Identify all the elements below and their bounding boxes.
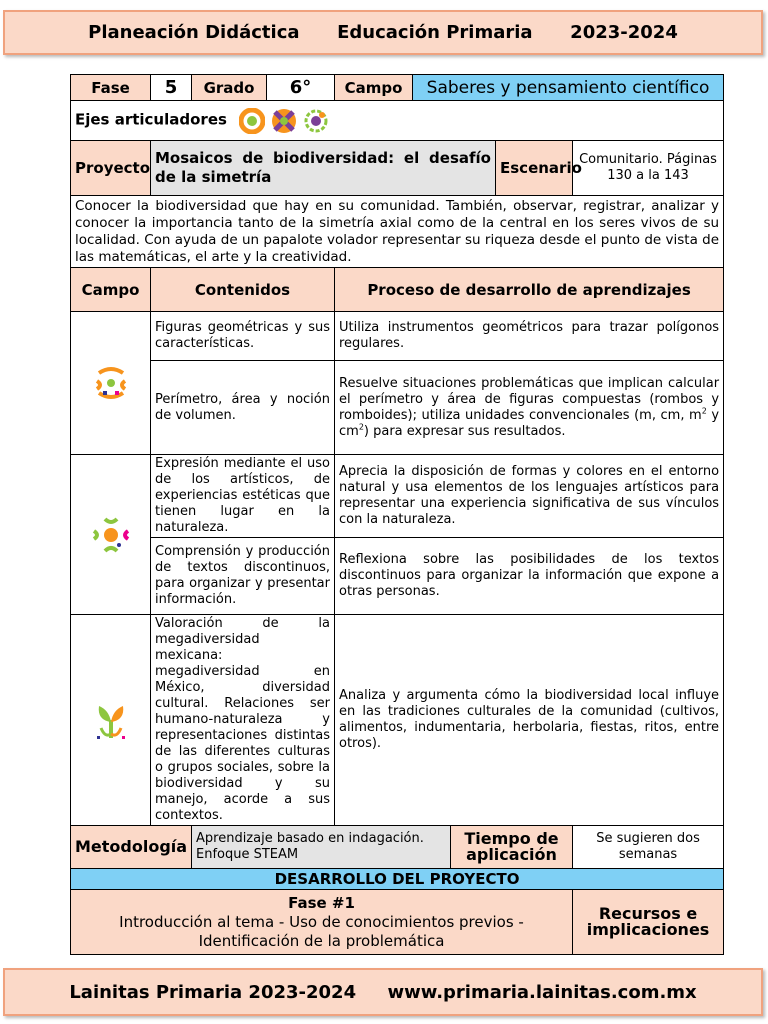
proceso-5: Analiza y argumenta cómo la biodiversidad local influye en las tradiciones culturales de la comunidad (cultivos, alimentos, indumentaria, herbolaria, fiestas, ritos, entre otros).	[335, 615, 724, 826]
proceso-1: Utiliza instrumentos geométricos para trazar polígonos regulares.	[335, 312, 724, 361]
col-proceso-header: Proceso de desarrollo de aprendizajes	[335, 268, 724, 312]
eje-interculturalidad-icon	[271, 108, 297, 134]
metodologia-value: Aprendizaje basado en indagación. Enfoque STEAM	[192, 826, 451, 869]
proyecto-label: Proyecto	[71, 141, 151, 196]
fase1-description: Introducción al tema - Uso de conocimientos previos - Identificación de la problemática	[119, 912, 524, 950]
contenido-2: Perímetro, área y noción de volumen.	[151, 361, 335, 455]
fase-label: Fase	[71, 75, 151, 101]
campo-icon-cell	[71, 455, 151, 615]
campo-saberes-icon	[89, 361, 133, 405]
campo-etica-naturaleza-icon	[89, 513, 133, 557]
metodologia-label: Metodología	[71, 826, 192, 869]
campo-label: Campo	[335, 75, 413, 101]
escenario-value: Comunitario. Páginas 130 a la 143	[573, 141, 724, 196]
contenido-3: Expresión mediante el uso de los artísticos, de experiencias estéticas que tienen lugar en la naturaleza.	[151, 455, 335, 538]
campo-icon-cell	[71, 615, 151, 826]
header-banner	[3, 10, 763, 55]
campo-icon-cell	[71, 312, 151, 455]
desarrollo-title: DESARROLLO DEL PROYECTO	[71, 869, 724, 890]
campo-humano-comunitario-icon	[89, 698, 133, 742]
grado-value: 6°	[267, 75, 335, 101]
header-title: Planeación Didáctica	[88, 22, 300, 43]
eje-inclusion-icon	[239, 108, 265, 134]
grado-label: Grado	[192, 75, 267, 101]
tiempo-label: Tiempo de aplicación	[451, 826, 573, 869]
footer-banner	[3, 968, 763, 1016]
tiempo-value: Se sugieren dos semanas	[573, 826, 724, 869]
fase1-cell	[71, 890, 573, 955]
header-level: Educación Primaria	[337, 22, 533, 43]
col-campo-header: Campo	[71, 268, 151, 312]
planning-table	[70, 74, 724, 955]
footer-url: www.primaria.lainitas.com.mx	[387, 981, 697, 1003]
header-year: 2023-2024	[570, 22, 678, 43]
contenido-1: Figuras geométricas y sus características.	[151, 312, 335, 361]
proceso-2: Resuelve situaciones problemáticas que implican calcular el perímetro y área de figuras compuestas (rombos y romboides); utiliza unidades convencionales (m, cm, $m^2$ y $cm^2$) para expresar sus resultados.	[335, 361, 724, 455]
campo-value: Saberes y pensamiento científico	[413, 75, 724, 101]
ejes-row	[71, 101, 724, 141]
col-contenidos-header: Contenidos	[151, 268, 335, 312]
eje-vida-saludable-icon	[303, 108, 329, 134]
ejes-label: Ejes articuladores	[75, 110, 227, 128]
proyecto-value: Mosaicos de biodiversidad: el desafío de la simetría	[151, 141, 496, 196]
escenario-label: Escenario	[496, 141, 573, 196]
proceso-4: Reflexiona sobre las posibilidades de los textos discontinuos para organizar la información que expone a otras personas.	[335, 538, 724, 615]
fase-value: 5	[151, 75, 192, 101]
project-description: Conocer la biodiversidad que hay en su comunidad. También, observar, registrar, analizar y conocer la importancia tanto de la simetría axial como de la central en los seres vivos de su localidad. Con ayuda de un papalote volador representar su riqueza desde el punto de vista de las matemáticas, el arte y la creatividad.	[71, 196, 724, 268]
fase1-title: Fase #1	[288, 893, 355, 912]
contenido-5: Valoración de la megadiversidad mexicana: megadiversidad en México, diversidad cultural. Relaciones ser humano-naturaleza y representaciones distintas de las diferentes culturas o grupos sociales, sobre la biodiversidad y su manejo, acorde a sus contextos.	[151, 615, 335, 826]
footer-brand: Lainitas Primaria 2023-2024	[69, 981, 357, 1003]
proceso-3: Aprecia la disposición de formas y colores en el entorno natural y usa elementos de los lenguajes artísticos para representar una experiencia significativa de sus vínculos con la naturaleza.	[335, 455, 724, 538]
recursos-label: Recursos e implicaciones	[573, 890, 724, 955]
contenido-4: Comprensión y producción de textos discontinuos, para organizar y presentar información.	[151, 538, 335, 615]
